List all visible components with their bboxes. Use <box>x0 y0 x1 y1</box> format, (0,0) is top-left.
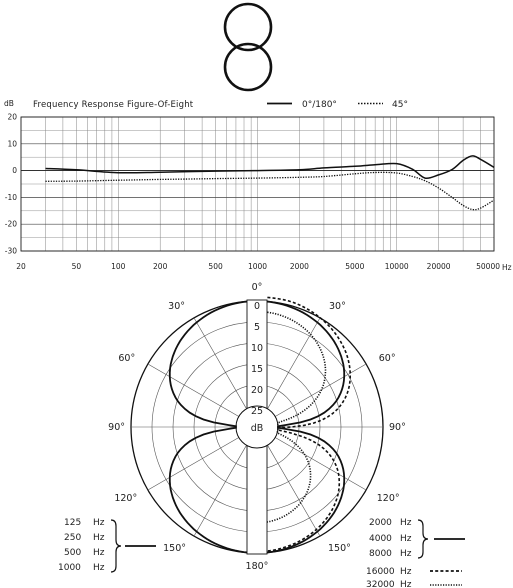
polar-ring-label: 10 <box>250 343 264 354</box>
frequency-response-chart <box>4 99 512 272</box>
legend-freq-4000: 4000 <box>369 534 392 544</box>
x-tick-label: 50000 <box>476 262 500 271</box>
chart-title: Frequency Response Figure-Of-Eight <box>33 100 194 110</box>
polar-angle-label: 120° <box>376 493 400 504</box>
y-tick-label: 20 <box>7 112 17 122</box>
x-tick-label: 5000 <box>345 262 365 271</box>
polar-angle-label: 0° <box>251 282 263 293</box>
polar-angle-label: 120° <box>114 493 138 504</box>
x-tick-label: 50 <box>71 262 82 271</box>
legend-freq-1000: 1000 <box>58 563 81 573</box>
x-tick-label: 1000 <box>247 262 268 271</box>
polar-angle-label: 30° <box>168 301 185 313</box>
x-tick-label: 10000 <box>384 262 409 271</box>
polar-angle-label: 60° <box>118 353 136 364</box>
legend-label-45: 45° <box>392 100 408 110</box>
legend-unit: Hz <box>93 533 105 543</box>
y-axis-label: dB <box>4 99 14 108</box>
figure-eight-pattern-icon <box>225 4 271 90</box>
polar-ring-label: 20 <box>250 385 264 396</box>
legend-unit: Hz <box>93 548 105 558</box>
legend-unit: Hz <box>93 563 105 573</box>
x-tick-label: 100 <box>111 262 126 271</box>
polar-pattern-chart <box>58 282 465 588</box>
legend-brace-left <box>111 520 121 572</box>
x-tick-label: 500 <box>208 262 223 271</box>
x-tick-label: 2000 <box>289 262 309 271</box>
legend-freq-2000: 2000 <box>369 518 392 528</box>
legend-freq-500: 500 <box>64 548 82 558</box>
legend-high-frequencies <box>366 518 465 588</box>
legend-freq-8000: 8000 <box>369 549 392 559</box>
polar-angle-label: 90° <box>108 422 125 433</box>
polar-ring-label: 5 <box>253 322 261 333</box>
legend-freq-125: 125 <box>64 518 82 528</box>
y-tick-label: 0 <box>12 166 17 176</box>
y-tick-label: 10 <box>7 139 17 149</box>
x-axis-unit: Hz <box>502 263 512 272</box>
legend-label-0-180: 0°/180° <box>302 100 337 110</box>
polar-angle-label: 60° <box>378 353 396 364</box>
legend-unit: Hz <box>400 549 412 559</box>
legend-unit: Hz <box>400 534 412 544</box>
series-line-0-180 <box>46 156 495 178</box>
polar-ring-label: 25 <box>250 406 264 417</box>
legend-brace-right <box>418 520 428 558</box>
legend-unit: Hz <box>93 518 105 528</box>
frequency-grid <box>21 117 494 251</box>
polar-angle-label: 30° <box>329 301 346 313</box>
polar-angle-label: 150° <box>328 543 351 555</box>
legend-freq-250: 250 <box>64 533 82 543</box>
polar-ring-label: 0 <box>253 301 261 312</box>
legend-freq-32000: 32000 <box>366 580 395 588</box>
legend-unit: Hz <box>400 580 412 588</box>
frequency-series <box>46 156 495 210</box>
legend-unit: Hz <box>400 518 412 528</box>
y-tick-label: -10 <box>4 192 17 202</box>
y-tick-label: -30 <box>4 246 17 256</box>
x-tick-label: 20 <box>16 262 26 271</box>
legend-unit: Hz <box>400 567 412 577</box>
legend-low-frequencies <box>58 518 156 573</box>
polar-center-db-label: dB <box>250 423 264 434</box>
legend-freq-16000: 16000 <box>366 567 395 577</box>
polar-ring-label: 15 <box>250 364 264 375</box>
polar-angle-label: 180° <box>245 561 269 572</box>
polar-angle-label: 150° <box>163 543 186 555</box>
frequency-tick-labels <box>5 113 500 272</box>
y-tick-label: -20 <box>4 219 17 229</box>
x-tick-label: 200 <box>153 262 168 271</box>
polar-angle-label: 90° <box>389 422 406 433</box>
x-tick-label: 20000 <box>426 262 451 271</box>
